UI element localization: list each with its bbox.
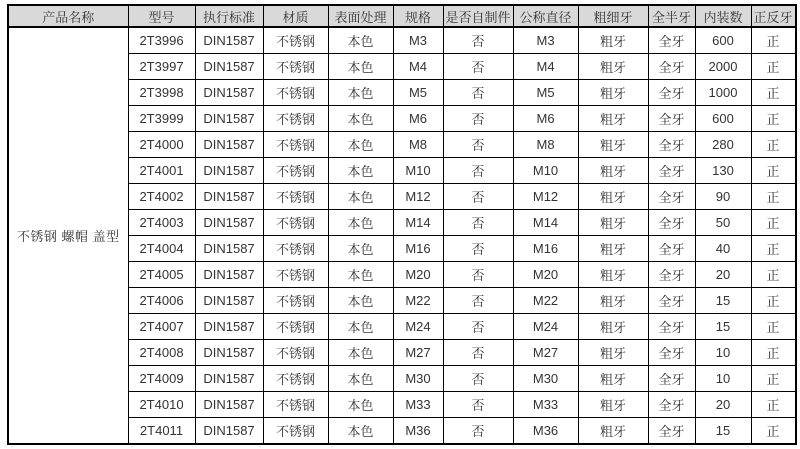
cell-finish: 本色	[328, 27, 393, 54]
cell-finish: 本色	[328, 418, 393, 445]
cell-thread-coverage: 全牙	[648, 210, 695, 236]
cell-material: 不锈钢	[263, 80, 328, 106]
cell-finish: 本色	[328, 54, 393, 80]
cell-material: 不锈钢	[263, 210, 328, 236]
cell-pack-qty: 15	[695, 288, 751, 314]
cell-standard: DIN1587	[195, 158, 263, 184]
cell-diameter: M33	[513, 392, 578, 418]
cell-material: 不锈钢	[263, 314, 328, 340]
cell-model: 2T4001	[128, 158, 195, 184]
table-row-0	[8, 27, 796, 54]
cell-thread-direction: 正	[751, 366, 796, 392]
cell-spec: M30	[393, 366, 443, 392]
cell-self-made: 否	[443, 288, 513, 314]
cell-self-made: 否	[443, 210, 513, 236]
cell-pack-qty: 1000	[695, 80, 751, 106]
cell-finish: 本色	[328, 392, 393, 418]
cell-material: 不锈钢	[263, 418, 328, 445]
cell-pack-qty: 15	[695, 314, 751, 340]
cell-thread-type: 粗牙	[578, 54, 648, 80]
cell-thread-type: 粗牙	[578, 418, 648, 445]
cell-thread-type: 粗牙	[578, 106, 648, 132]
column-header-8: 粗细牙	[578, 5, 648, 27]
cell-thread-direction: 正	[751, 236, 796, 262]
cell-pack-qty: 2000	[695, 54, 751, 80]
column-header-0: 产品名称	[8, 5, 128, 27]
cell-model: 2T3999	[128, 106, 195, 132]
cell-thread-direction: 正	[751, 340, 796, 366]
cell-self-made: 否	[443, 392, 513, 418]
cell-material: 不锈钢	[263, 366, 328, 392]
cell-pack-qty: 15	[695, 418, 751, 445]
cell-finish: 本色	[328, 210, 393, 236]
cell-spec: M6	[393, 106, 443, 132]
cell-pack-qty: 10	[695, 366, 751, 392]
cell-thread-coverage: 全牙	[648, 340, 695, 366]
cell-standard: DIN1587	[195, 184, 263, 210]
cell-thread-coverage: 全牙	[648, 158, 695, 184]
cell-finish: 本色	[328, 132, 393, 158]
cell-finish: 本色	[328, 106, 393, 132]
cell-model: 2T3996	[128, 27, 195, 54]
cell-spec: M16	[393, 236, 443, 262]
cell-thread-type: 粗牙	[578, 236, 648, 262]
cell-standard: DIN1587	[195, 366, 263, 392]
cell-diameter: M24	[513, 314, 578, 340]
cell-standard: DIN1587	[195, 288, 263, 314]
cell-standard: DIN1587	[195, 262, 263, 288]
cell-diameter: M8	[513, 132, 578, 158]
cell-model: 2T4011	[128, 418, 195, 445]
cell-thread-direction: 正	[751, 132, 796, 158]
cell-thread-direction: 正	[751, 210, 796, 236]
cell-standard: DIN1587	[195, 27, 263, 54]
cell-material: 不锈钢	[263, 132, 328, 158]
cell-thread-type: 粗牙	[578, 184, 648, 210]
cell-finish: 本色	[328, 184, 393, 210]
cell-thread-type: 粗牙	[578, 132, 648, 158]
cell-thread-coverage: 全牙	[648, 262, 695, 288]
column-header-9: 全半牙	[648, 5, 695, 27]
cell-standard: DIN1587	[195, 340, 263, 366]
cell-model: 2T4010	[128, 392, 195, 418]
cell-pack-qty: 600	[695, 106, 751, 132]
cell-model: 2T4006	[128, 288, 195, 314]
cell-self-made: 否	[443, 262, 513, 288]
cell-diameter: M12	[513, 184, 578, 210]
cell-self-made: 否	[443, 106, 513, 132]
cell-finish: 本色	[328, 288, 393, 314]
cell-thread-direction: 正	[751, 158, 796, 184]
cell-standard: DIN1587	[195, 392, 263, 418]
cell-spec: M22	[393, 288, 443, 314]
column-header-4: 表面处理	[328, 5, 393, 27]
cell-diameter: M30	[513, 366, 578, 392]
cell-diameter: M4	[513, 54, 578, 80]
cell-diameter: M10	[513, 158, 578, 184]
cell-thread-type: 粗牙	[578, 27, 648, 54]
cell-thread-coverage: 全牙	[648, 366, 695, 392]
cell-material: 不锈钢	[263, 288, 328, 314]
cell-finish: 本色	[328, 262, 393, 288]
cell-model: 2T3997	[128, 54, 195, 80]
column-header-3: 材质	[263, 5, 328, 27]
cell-model: 2T4007	[128, 314, 195, 340]
cell-thread-direction: 正	[751, 288, 796, 314]
cell-pack-qty: 20	[695, 392, 751, 418]
header-row	[8, 5, 796, 27]
column-header-6: 是否自制件	[443, 5, 513, 27]
cell-model: 2T4005	[128, 262, 195, 288]
cell-diameter: M3	[513, 27, 578, 54]
cell-thread-direction: 正	[751, 392, 796, 418]
cell-spec: M24	[393, 314, 443, 340]
cell-diameter: M20	[513, 262, 578, 288]
cell-spec: M14	[393, 210, 443, 236]
cell-model: 2T4004	[128, 236, 195, 262]
cell-thread-type: 粗牙	[578, 366, 648, 392]
cell-thread-coverage: 全牙	[648, 288, 695, 314]
cell-thread-type: 粗牙	[578, 80, 648, 106]
cell-finish: 本色	[328, 158, 393, 184]
cell-model: 2T4003	[128, 210, 195, 236]
cell-diameter: M27	[513, 340, 578, 366]
cell-self-made: 否	[443, 158, 513, 184]
cell-model: 2T4000	[128, 132, 195, 158]
cell-thread-direction: 正	[751, 80, 796, 106]
cell-spec: M5	[393, 80, 443, 106]
cell-standard: DIN1587	[195, 54, 263, 80]
cell-material: 不锈钢	[263, 184, 328, 210]
table-header	[8, 5, 796, 27]
cell-spec: M33	[393, 392, 443, 418]
cell-self-made: 否	[443, 27, 513, 54]
cell-finish: 本色	[328, 340, 393, 366]
cell-self-made: 否	[443, 132, 513, 158]
cell-diameter: M22	[513, 288, 578, 314]
cell-spec: M3	[393, 27, 443, 54]
cell-material: 不锈钢	[263, 106, 328, 132]
cell-finish: 本色	[328, 236, 393, 262]
cell-finish: 本色	[328, 80, 393, 106]
cell-diameter: M6	[513, 106, 578, 132]
column-header-10: 内装数	[695, 5, 751, 27]
cell-standard: DIN1587	[195, 132, 263, 158]
cell-thread-direction: 正	[751, 418, 796, 445]
table-body	[8, 27, 796, 444]
cell-standard: DIN1587	[195, 418, 263, 445]
cell-thread-direction: 正	[751, 54, 796, 80]
cell-material: 不锈钢	[263, 340, 328, 366]
column-header-1: 型号	[128, 5, 195, 27]
cell-standard: DIN1587	[195, 106, 263, 132]
cell-spec: M8	[393, 132, 443, 158]
cell-thread-type: 粗牙	[578, 158, 648, 184]
cell-self-made: 否	[443, 340, 513, 366]
cell-material: 不锈钢	[263, 262, 328, 288]
cell-thread-coverage: 全牙	[648, 314, 695, 340]
cell-material: 不锈钢	[263, 158, 328, 184]
cell-spec: M27	[393, 340, 443, 366]
cell-thread-type: 粗牙	[578, 210, 648, 236]
cell-self-made: 否	[443, 366, 513, 392]
cell-self-made: 否	[443, 184, 513, 210]
cell-thread-coverage: 全牙	[648, 418, 695, 445]
cell-pack-qty: 600	[695, 27, 751, 54]
column-header-2: 执行标准	[195, 5, 263, 27]
cell-thread-coverage: 全牙	[648, 132, 695, 158]
cell-thread-type: 粗牙	[578, 392, 648, 418]
cell-thread-coverage: 全牙	[648, 184, 695, 210]
cell-thread-coverage: 全牙	[648, 54, 695, 80]
cell-thread-coverage: 全牙	[648, 106, 695, 132]
cell-model: 2T4009	[128, 366, 195, 392]
cell-self-made: 否	[443, 80, 513, 106]
cell-thread-direction: 正	[751, 184, 796, 210]
cell-self-made: 否	[443, 314, 513, 340]
cell-self-made: 否	[443, 418, 513, 445]
cell-spec: M20	[393, 262, 443, 288]
cell-pack-qty: 40	[695, 236, 751, 262]
cell-pack-qty: 280	[695, 132, 751, 158]
cell-thread-direction: 正	[751, 262, 796, 288]
cell-pack-qty: 10	[695, 340, 751, 366]
column-header-7: 公称直径	[513, 5, 578, 27]
cell-thread-type: 粗牙	[578, 314, 648, 340]
cell-self-made: 否	[443, 54, 513, 80]
cell-finish: 本色	[328, 314, 393, 340]
cell-self-made: 否	[443, 236, 513, 262]
cell-material: 不锈钢	[263, 392, 328, 418]
cell-pack-qty: 130	[695, 158, 751, 184]
cell-thread-type: 粗牙	[578, 288, 648, 314]
cell-diameter: M14	[513, 210, 578, 236]
cell-material: 不锈钢	[263, 236, 328, 262]
cell-spec: M4	[393, 54, 443, 80]
cell-pack-qty: 20	[695, 262, 751, 288]
cell-standard: DIN1587	[195, 210, 263, 236]
cell-material: 不锈钢	[263, 54, 328, 80]
cell-diameter: M5	[513, 80, 578, 106]
cell-thread-direction: 正	[751, 314, 796, 340]
cell-standard: DIN1587	[195, 236, 263, 262]
cell-thread-coverage: 全牙	[648, 80, 695, 106]
product-name-cell: 不锈钢 螺帽 盖型	[8, 27, 128, 444]
cell-material: 不锈钢	[263, 27, 328, 54]
cell-thread-coverage: 全牙	[648, 27, 695, 54]
cell-finish: 本色	[328, 366, 393, 392]
column-header-11: 正反牙	[751, 5, 796, 27]
cell-diameter: M36	[513, 418, 578, 445]
cell-thread-direction: 正	[751, 106, 796, 132]
cell-diameter: M16	[513, 236, 578, 262]
cell-spec: M12	[393, 184, 443, 210]
cell-thread-direction: 正	[751, 27, 796, 54]
cell-thread-type: 粗牙	[578, 340, 648, 366]
product-spec-table	[7, 4, 797, 445]
cell-spec: M10	[393, 158, 443, 184]
cell-standard: DIN1587	[195, 314, 263, 340]
column-header-5: 规格	[393, 5, 443, 27]
cell-model: 2T4008	[128, 340, 195, 366]
cell-thread-coverage: 全牙	[648, 236, 695, 262]
cell-thread-type: 粗牙	[578, 262, 648, 288]
cell-thread-coverage: 全牙	[648, 392, 695, 418]
cell-pack-qty: 50	[695, 210, 751, 236]
cell-pack-qty: 90	[695, 184, 751, 210]
cell-spec: M36	[393, 418, 443, 445]
cell-model: 2T4002	[128, 184, 195, 210]
cell-standard: DIN1587	[195, 80, 263, 106]
cell-model: 2T3998	[128, 80, 195, 106]
